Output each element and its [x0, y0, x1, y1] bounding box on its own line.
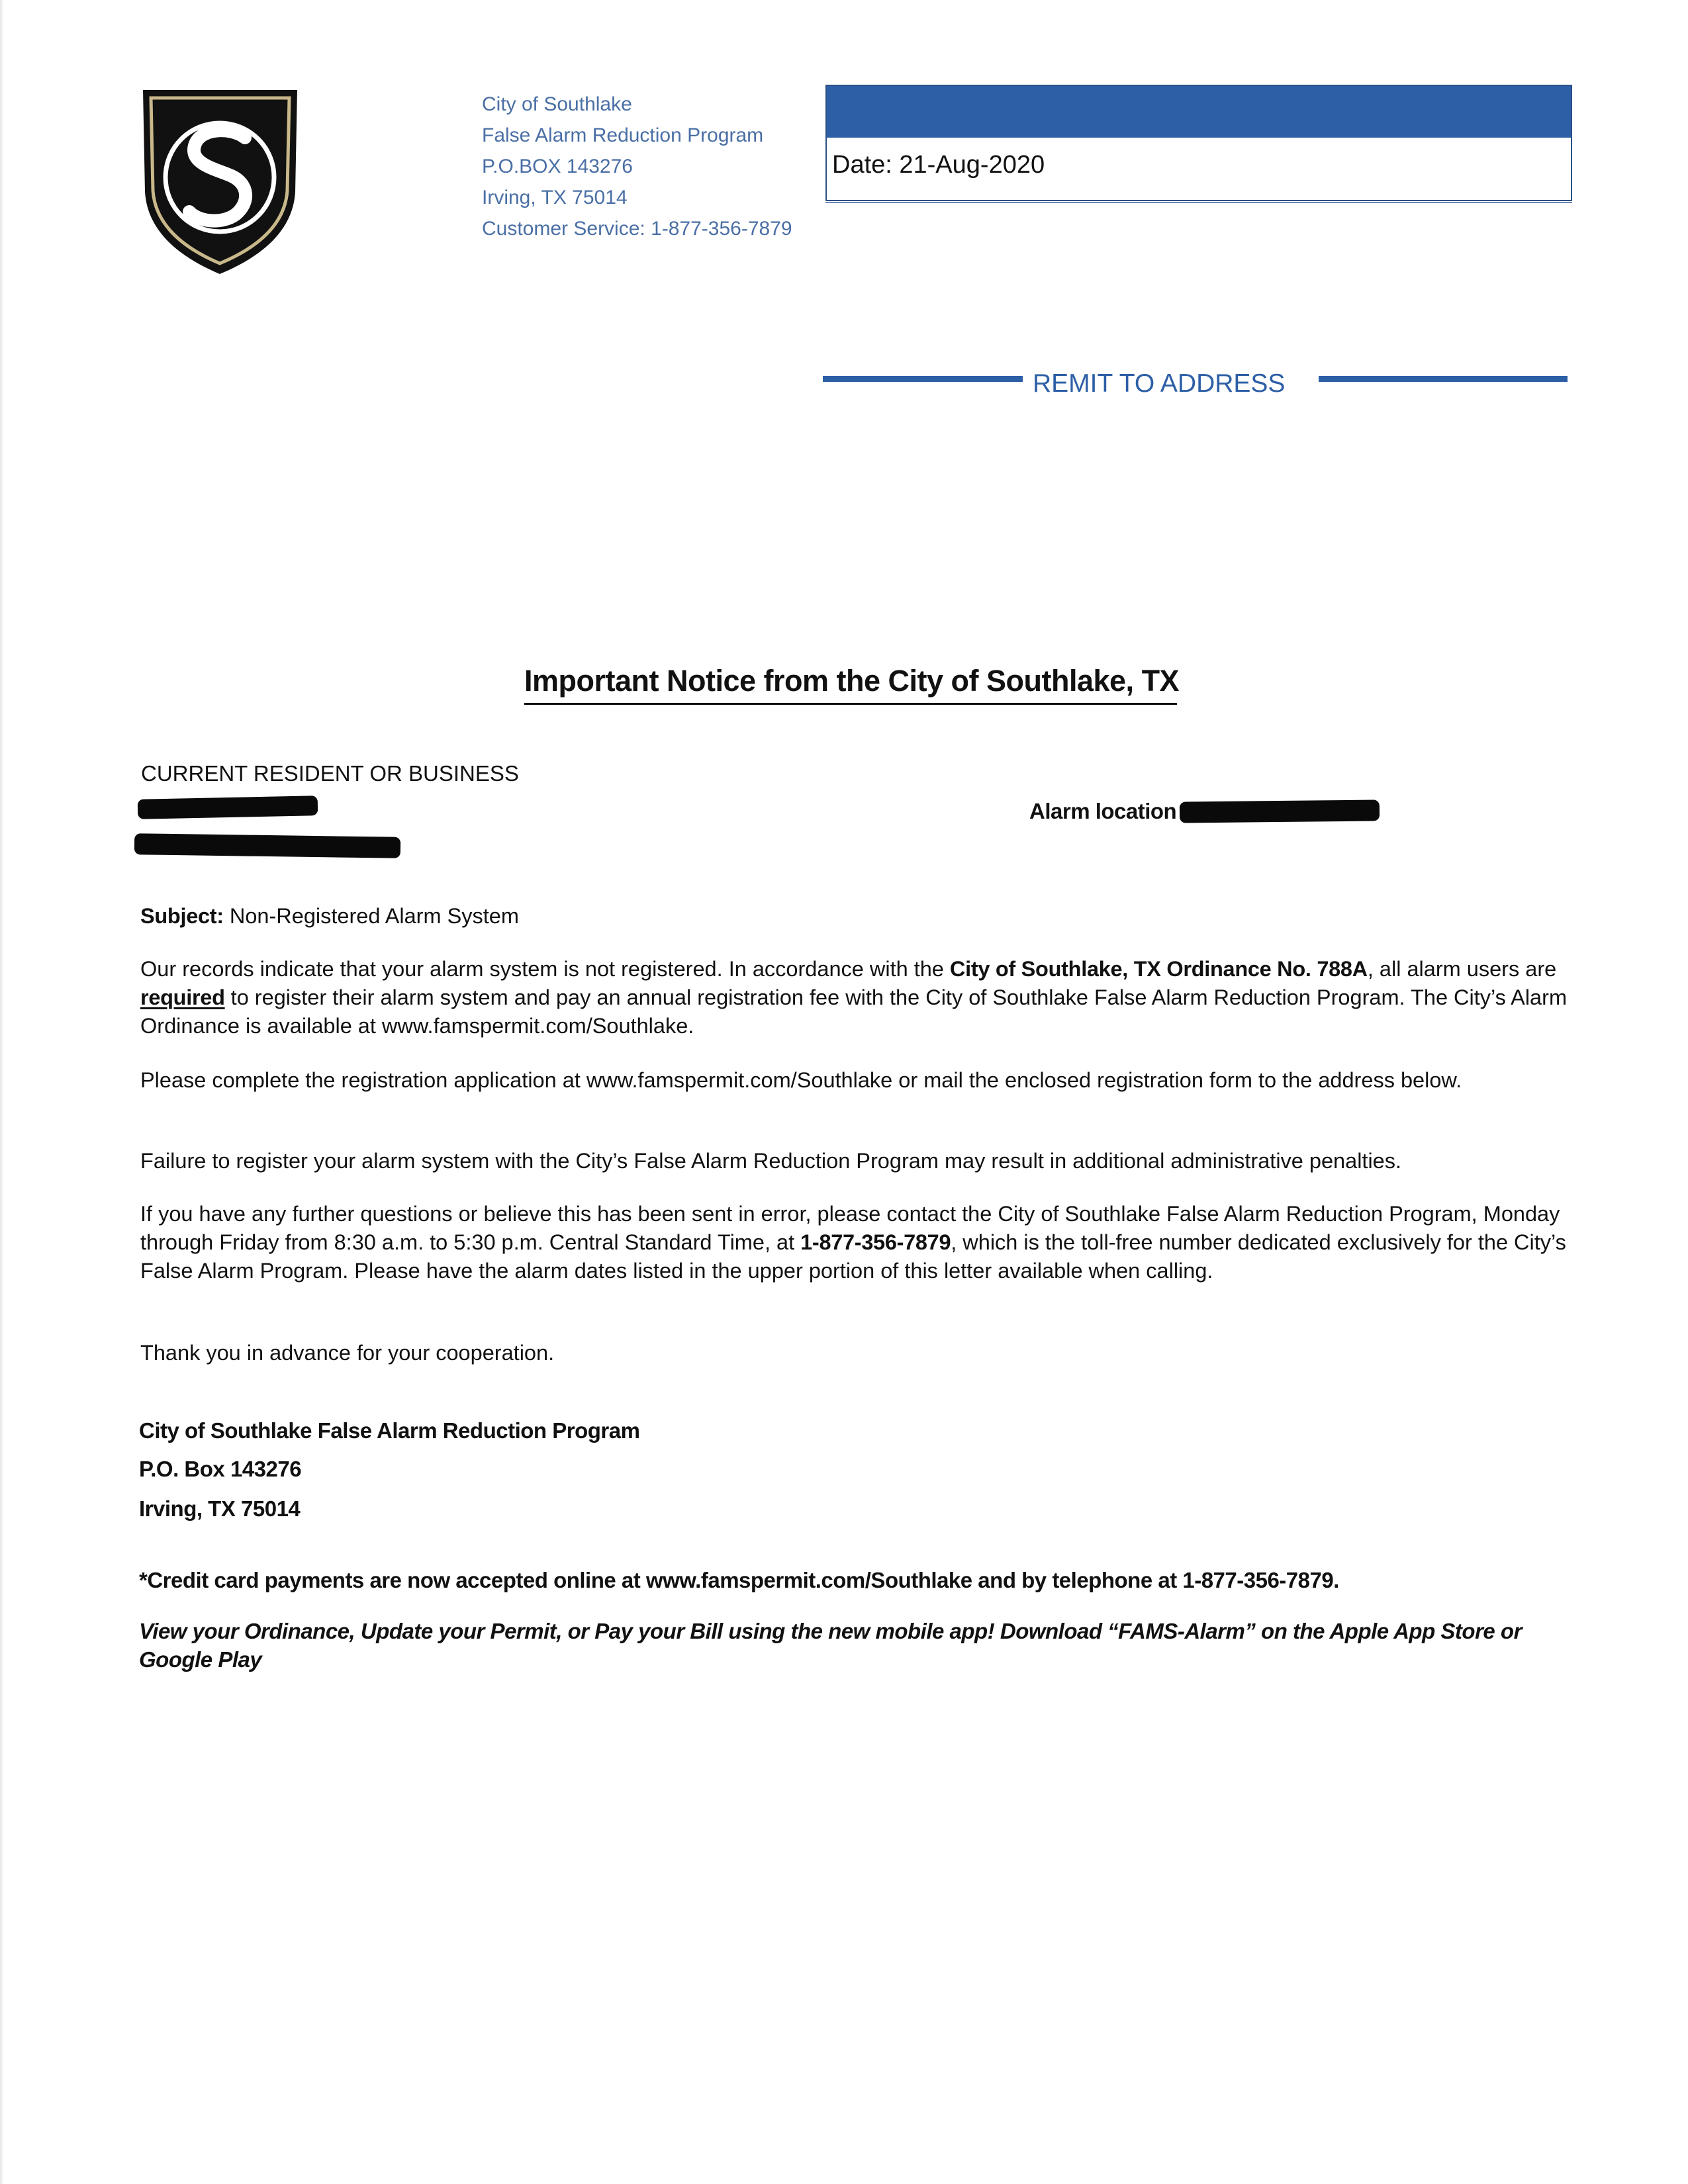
paragraph-text: If you have any further questions or believe this has been sent in error, please contact the City of Southlake False Alarm Reduction Program, Monday through Friday from 8:30 a.m. to 5:30 p.m. Central Standard Time, at — [140, 1202, 1560, 1254]
signature-city: Irving, TX 75014 — [139, 1496, 301, 1521]
subject-value: Non-Registered Alarm System — [223, 904, 519, 928]
return-address-line: P.O.BOX 143276 — [482, 156, 633, 177]
redacted-recipient-name — [138, 796, 318, 819]
paragraph-text: , all alarm users are — [1367, 957, 1557, 981]
paragraph-text: to register their alarm system and pay an annual registration fee with the City of Southlake False Alarm Reduction Program. The City’s Alarm Ordinance is available at www.famspermit.com/Southlake. — [140, 985, 1568, 1038]
required-emphasis: required — [140, 985, 225, 1009]
ordinance-reference: City of Southlake, TX Ordinance No. 788A — [949, 957, 1368, 981]
return-address-line: False Alarm Reduction Program — [482, 124, 764, 146]
remit-rule-right — [1319, 376, 1568, 382]
date-box-header-band — [827, 86, 1571, 138]
paragraph-thanks: Thank you in advance for your cooperation. — [140, 1341, 555, 1365]
alarm-location-label: Alarm location — [1029, 799, 1177, 823]
paragraph-text: Our records indicate that your alarm system is not registered. In accordance with the — [140, 957, 950, 981]
toll-free-phone: 1-877-356-7879 — [800, 1230, 951, 1254]
subject-label: Subject: — [140, 904, 224, 928]
remit-to-address-label: REMIT TO ADDRESS — [1033, 369, 1286, 398]
city-shield-logo — [139, 86, 301, 278]
paragraph-contact — [140, 1200, 1583, 1285]
paragraph-text: , which is the toll-free number dedicated exclusively for the City’s False Alarm Program. Please have the alarm dates listed in the upper portion of this letter available when calling. — [140, 1230, 1566, 1283]
customer-service-line: Customer Service: 1-877-356-7879 — [482, 218, 792, 240]
mobile-app-note: View your Ordinance, Update your Permit, or Pay your Bill using the new mobile app! Download “FAMS-Alarm” on the Apple App Store or Google Play — [139, 1619, 1522, 1672]
redacted-alarm-location — [1180, 799, 1380, 823]
paragraph-penalties: Failure to register your alarm system with the City’s False Alarm Reduction Program may result in additional administrative penalties. — [140, 1149, 1402, 1173]
scan-edge — [0, 0, 4, 2184]
recipient-heading: CURRENT RESIDENT OR BUSINESS — [141, 761, 519, 786]
return-address-line: Irving, TX 75014 — [482, 187, 628, 208]
letter-date: Date: 21-Aug-2020 — [832, 151, 1045, 179]
paragraph-application: Please complete the registration application at www.famspermit.com/Southlake or mail the enclosed registration form to the address below. — [140, 1068, 1462, 1092]
subject-line — [140, 902, 1583, 931]
notice-title-underline — [524, 703, 1177, 705]
paragraph-registration — [140, 955, 1583, 1040]
shield-icon — [139, 86, 301, 278]
date-box-underline — [825, 202, 1572, 203]
date-box — [825, 85, 1572, 201]
notice-title: Important Notice from the City of Southlake, TX — [524, 664, 1180, 698]
return-address-line: City of Southlake — [482, 93, 632, 115]
remit-rule-left — [823, 376, 1023, 382]
credit-card-note: *Credit card payments are now accepted online at www.famspermit.com/Southlake and by telephone at 1-877-356-7879. — [139, 1568, 1339, 1592]
signature-po-box: P.O. Box 143276 — [139, 1457, 302, 1481]
return-address — [482, 89, 792, 244]
redacted-recipient-address — [134, 833, 400, 858]
signature-program-name: City of Southlake False Alarm Reduction Program — [139, 1418, 640, 1443]
